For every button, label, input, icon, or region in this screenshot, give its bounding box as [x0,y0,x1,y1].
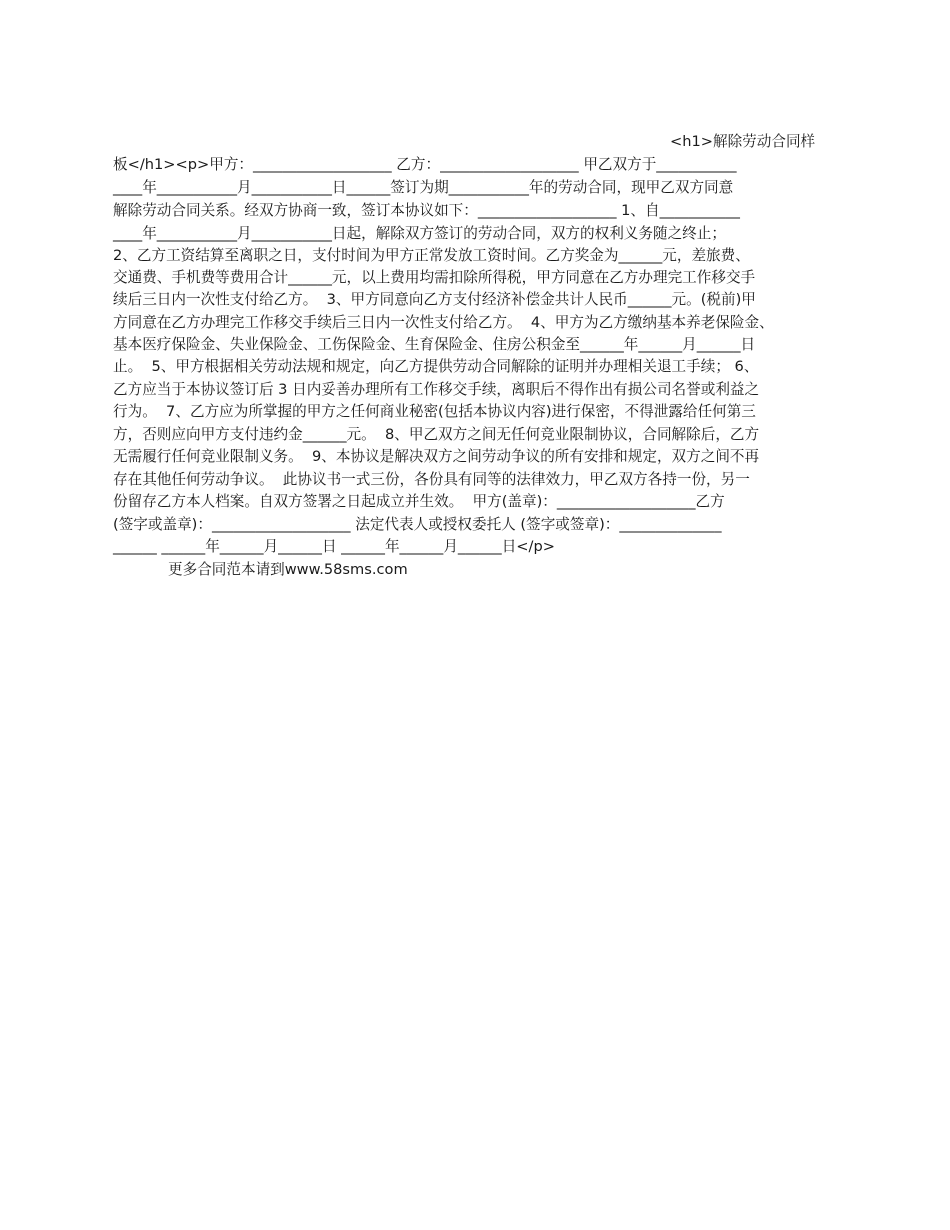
document-title-line: <h1>解除劳动合同样 [670,133,816,150]
body-line-5: 2、乙方工资结算至离职之日，支付时间为甲方正常发放工资时间。乙方奖金为______元，差旅费、 [113,247,750,264]
body-line-12: 行为。 7、乙方应为所掌握的甲方之任何商业秘密(包括本协议内容)进行保密，不得泄露给任何第三 [113,403,756,420]
body-line-13: 方，否则应向甲方支付违约金______元。 8、甲乙双方之间无任何竞业限制协议，合同解除后，乙方 [113,426,760,443]
body-line-2: ____年___________月___________日______签订为期___________年的劳动合同，现甲乙双方同意 [113,179,734,196]
body-line-7: 续后三日内一次性支付给乙方。 3、甲方同意向乙方支付经济补偿金共计人民币______元。(税前)甲 [113,291,756,308]
body-line-8: 方同意在乙方办理完工作移交手续后三日内一次性支付给乙方。 4、甲方为乙方缴纳基本养老保险金、 [113,314,774,331]
body-line-15: 存在其他任何劳动争议。 此协议书一式三份，各份具有同等的法律效力，甲乙双方各持一份，另一 [113,471,750,488]
body-line-4: ____年___________月___________日起，解除双方签订的劳动合同，双方的权利义务随之终止； [113,225,726,242]
body-line-14: 无需履行任何竞业限制义务。 9、本协议是解决双方之间劳动争议的所有安排和规定，双方之间不再 [113,448,760,465]
body-line-11: 乙方应当于本协议签订后 3 日内妥善办理所有工作移交手续，离职后不得作出有损公司名誉或利益之 [113,381,760,398]
body-line-17: (签字或盖章)：___________________ 法定代表人或授权委托人 (签字或签章)：______________ [113,516,722,533]
body-line-6: 交通费、手机费等费用合计______元，以上费用均需扣除所得税，甲方同意在乙方办理完工作移交手 [113,269,756,286]
body-line-16: 份留存乙方本人档案。自双方签署之日起成立并生效。 甲方(盖章)：___________________乙方 [113,493,725,510]
body-line-18: ______ ______年______月______日 ______年______月______日</p> [113,538,555,555]
body-line-10: 止。 5、甲方根据相关劳动法规和规定，向乙方提供劳动合同解除的证明并办理相关退工手续； 6、 [113,358,759,375]
body-line-1: 板</h1><p>甲方：___________________ 乙方：___________________ 甲乙双方于___________ [113,156,737,173]
footer-link-text: 更多合同范本请到www.58sms.com [168,561,408,578]
body-line-3: 解除劳动合同关系。经双方协商一致，签订本协议如下：___________________ 1、自___________ [113,202,740,219]
body-line-9: 基本医疗保险金、失业保险金、工伤保险金、生育保险金、住房公积金至______年______月______日 [113,336,756,353]
